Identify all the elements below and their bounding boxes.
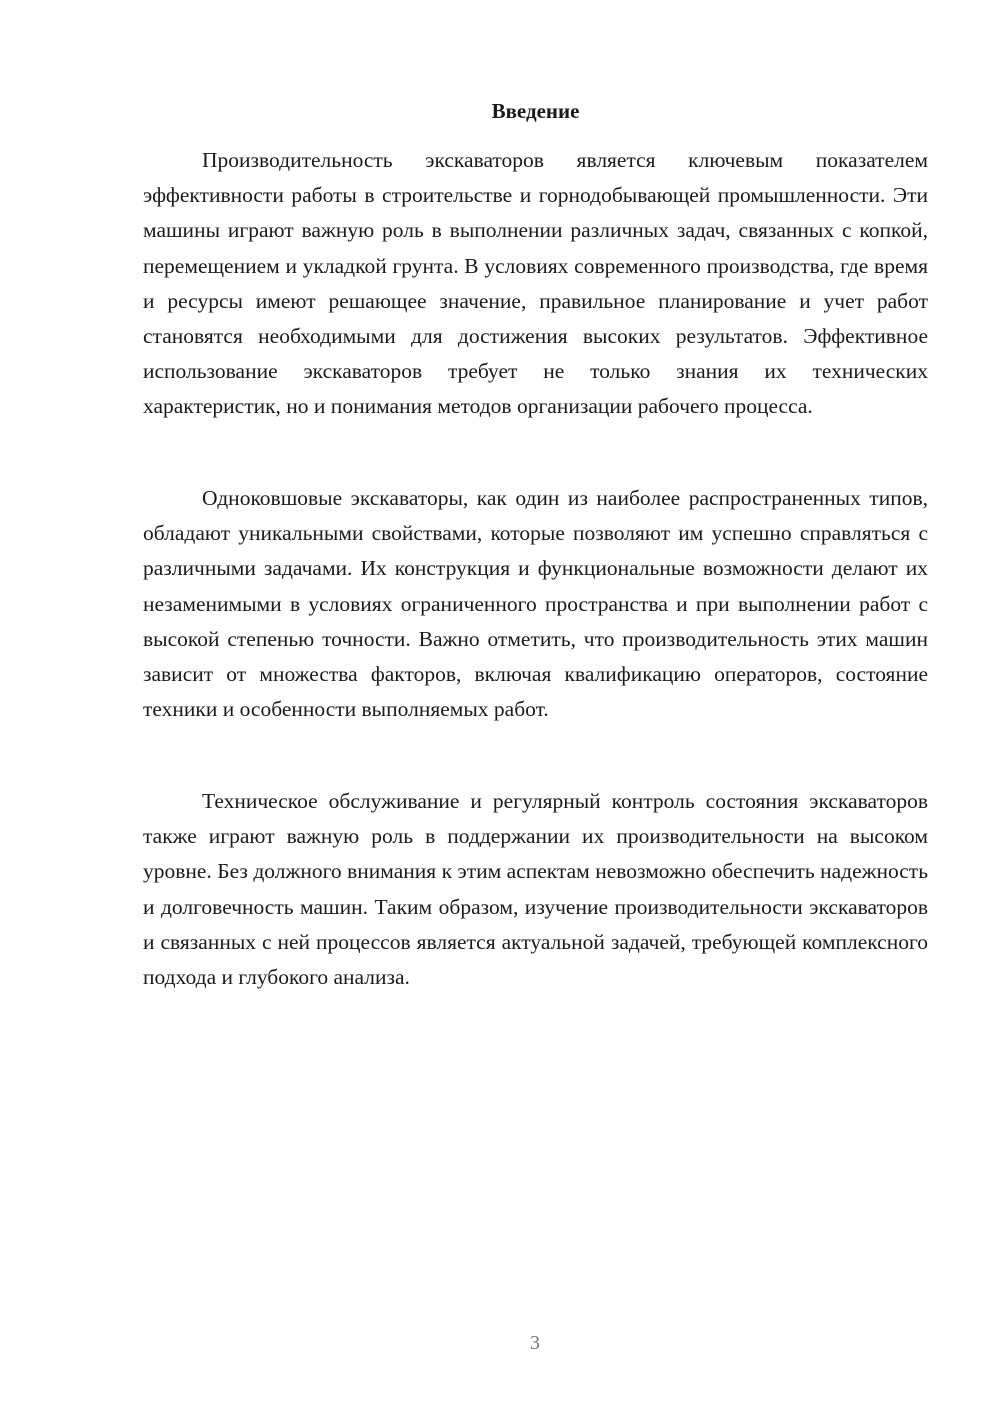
section-heading: Введение	[491, 99, 580, 123]
paragraph: Одноковшовые экскаваторы, как один из наиболее распространенных типов, обладают уникальными свойствами, которые позволяют им успешно справляться с различными задачами. Их конструкция и функциональные возможности делают их незаменимыми в условиях ограниченного пространства и при выполнении работ с высокой степенью точности. Важно отметить, что производительность этих машин зависит от множества факторов, включая квалификацию операторов, состояние техники и особенности выполняемых работ.	[143, 486, 928, 722]
page-number: 3	[530, 1332, 540, 1354]
paragraph-block-2	[143, 481, 928, 727]
paragraph-block-3	[143, 784, 928, 995]
paragraph: Техническое обслуживание и регулярный контроль состояния экскаваторов также играют важную роль в поддержании их производительности на высоком уровне. Без должного внимания к этим аспектам невозможно обеспечить надежность и долговечность машин. Таким образом, изучение производительности экскаваторов и связанных с ней процессов является актуальной задачей, требующей комплексного подхода и глубокого анализа.	[143, 789, 928, 990]
paragraph-block-1	[143, 143, 928, 425]
paragraph: Производительность экскаваторов является ключевым показателем эффективности работы в строительстве и горнодобывающей промышленности. Эти машины играют важную роль в выполнении различных задач, связанных с копкой, перемещением и укладкой грунта. В условиях современного производства, где время и ресурсы имеют решающее значение, правильное планирование и учет работ становятся необходимыми для достижения высоких результатов. Эффективное использование экскаваторов требует не только знания их технических характеристик, но и понимания методов организации рабочего процесса.	[143, 148, 928, 419]
